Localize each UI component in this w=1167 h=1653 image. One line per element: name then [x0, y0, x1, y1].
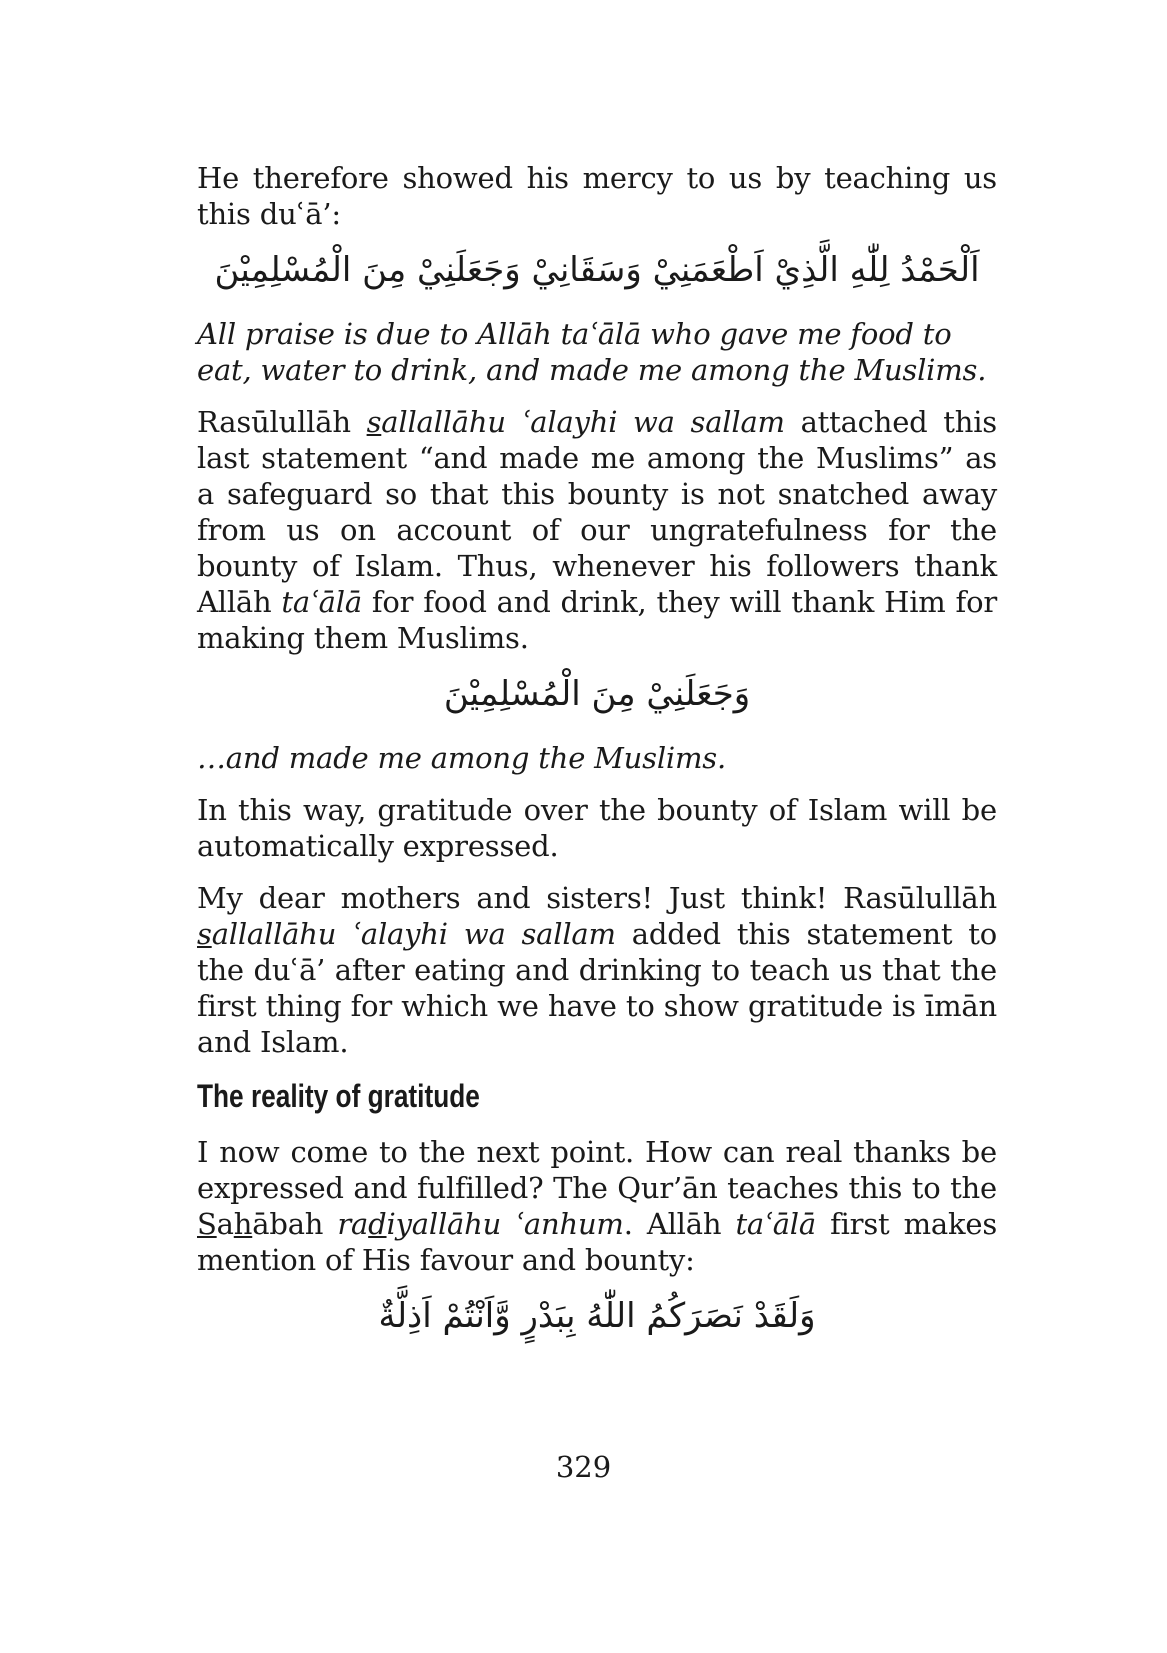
- arabic-quran-verse: وَلَقَدْ نَصَرَكُمُ اللّٰهُ بِبَدْرٍ وَّاَنْتُمْ اَذِلَّةٌ: [378, 1296, 816, 1336]
- underlined-letter: s: [366, 405, 382, 439]
- underlined-letter: S: [197, 1207, 217, 1241]
- text: iyallāhu ʿanhum: [386, 1207, 624, 1241]
- text: first makes mention of His favour and bounty:: [197, 1207, 997, 1277]
- text: . Allāh: [623, 1207, 736, 1241]
- text: Rasūlullāh: [197, 405, 367, 439]
- page-content: [197, 160, 997, 1362]
- text: allallāhu ʿalayhi wa sallam: [211, 917, 616, 951]
- honorific: [197, 917, 616, 951]
- text: ābah: [252, 1207, 338, 1241]
- paragraph-next-point: [197, 1134, 997, 1278]
- paragraph-safeguard: [197, 404, 997, 656]
- text: a: [216, 1207, 234, 1241]
- paragraph-gratitude-expressed: In this way, gratitude over the bounty of Islam will be automatically expressed.: [197, 793, 997, 863]
- text: My dear mothers and sisters! Just think! Rasūlullāh: [197, 881, 997, 915]
- honorific: [367, 405, 785, 439]
- text: added this statement to the duʿā’ after eating and drinking to teach us that the first thing for which we have to show gratitude is īmān and Islam.: [197, 917, 997, 1059]
- underlined-letter: s: [197, 917, 212, 951]
- underlined-letter: d: [368, 1207, 387, 1241]
- honorific: taʿālā: [281, 585, 362, 619]
- paragraph-dear-mothers: [197, 880, 997, 1060]
- paragraph-intro: He therefore showed his mercy to us by teaching us this duʿā’:: [197, 161, 997, 231]
- honorific: [337, 1207, 623, 1241]
- text: for food and drink, they will thank Him for making them Muslims.: [197, 585, 997, 655]
- text: allallāhu ʿalayhi wa sallam: [381, 405, 785, 439]
- translation-dua-full: All praise is due to Allāh taʿālā who gave me food to eat, water to drink, and made me among the Muslims.: [197, 317, 987, 387]
- arabic-dua-full: اَلْحَمْدُ لِلّٰهِ الَّذِيْ اَطْعَمَنِيْ وَسَقَانِيْ وَجَعَلَنِيْ مِنَ الْمُسْلِمِيْنَ: [214, 250, 980, 290]
- text: ra: [337, 1207, 369, 1241]
- text: I now come to the next point. How can real thanks be expressed and fulfilled? The Qur’ān teaches this to the: [197, 1135, 997, 1205]
- page-number: 329: [555, 1450, 612, 1484]
- translation-dua-excerpt: …and made me among the Muslims.: [197, 741, 726, 775]
- arabic-dua-excerpt: وَجَعَلَنِيْ مِنَ الْمُسْلِمِيْنَ: [443, 674, 751, 714]
- honorific: taʿālā: [735, 1207, 816, 1241]
- section-heading: The reality of gratitude: [197, 1078, 480, 1114]
- underlined-letter: h: [233, 1207, 253, 1241]
- text: attached this last statement “and made me among the Muslims” as a safeguard so that this bounty is not snatched away from us on account of our ungratefulness for the bounty of Islam. Thus, whenever his followers thank Allāh: [197, 405, 997, 619]
